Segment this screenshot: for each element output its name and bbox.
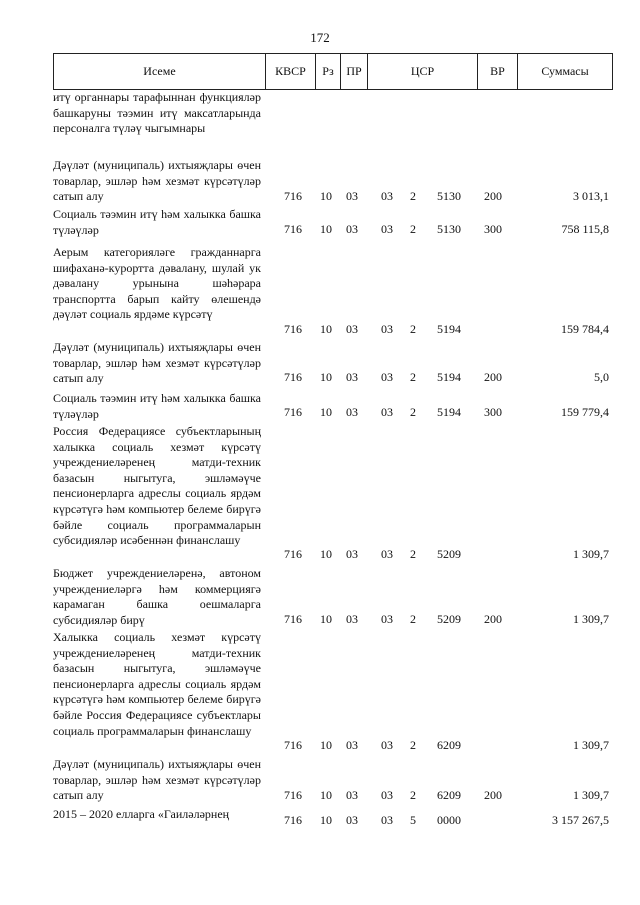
row-kvsr: 716 xyxy=(284,813,302,828)
row-sum: 5,0 xyxy=(594,370,609,385)
row-csr-part2: 5 xyxy=(410,813,416,828)
row-vr: 300 xyxy=(484,222,502,237)
row-kvsr: 716 xyxy=(284,738,302,753)
row-vr: 200 xyxy=(484,370,502,385)
row-csr-part2: 2 xyxy=(410,189,416,204)
row-csr-part2: 2 xyxy=(410,788,416,803)
table-row xyxy=(53,630,613,754)
row-csr-part3: 5194 xyxy=(437,405,461,420)
row-csr-part1: 03 xyxy=(381,189,393,204)
row-name: Аерым категорияләге гражданнарга шифаханә-курортта дәвалану, шулай ук дәвалану урынына шәһәрара транспортта барып кайту өлешендә дәүләт социаль ярдәме күрсәтү xyxy=(53,245,261,322)
row-name: 2015 – 2020 елларга «Гаиләләрнең xyxy=(53,807,230,821)
row-name: Дәүләт (муниципаль) ихтыяҗлары өчен товарлар, эшләр һәм хезмәт күрсәтүләр сатып алу xyxy=(53,158,261,204)
row-csr-part3: 5209 xyxy=(437,612,461,627)
row-csr-part3: 5194 xyxy=(437,370,461,385)
row-csr-part3: 5130 xyxy=(437,222,461,237)
page-number: 172 xyxy=(310,30,330,45)
row-pr: 03 xyxy=(346,405,358,420)
row-csr-part3: 6209 xyxy=(437,788,461,803)
row-kvsr: 716 xyxy=(284,788,302,803)
row-csr-part1: 03 xyxy=(381,547,393,562)
row-csr-part1: 03 xyxy=(381,738,393,753)
row-csr-part1: 03 xyxy=(381,813,393,828)
row-name: Дәүләт (муниципаль) ихтыяҗлары өчен товарлар, эшләр һәм хезмәт күрсәтүләр сатып алу xyxy=(53,340,261,386)
row-vr: 200 xyxy=(484,189,502,204)
row-sum: 1 309,7 xyxy=(573,738,609,753)
row-kvsr: 716 xyxy=(284,405,302,420)
row-rz: 10 xyxy=(320,222,332,237)
table-row xyxy=(53,207,613,238)
row-rz: 10 xyxy=(320,738,332,753)
table-row xyxy=(53,757,613,804)
col-header-kvsr: КВСР xyxy=(265,54,315,89)
row-pr: 03 xyxy=(346,612,358,627)
row-kvsr: 716 xyxy=(284,547,302,562)
row-csr-part2: 2 xyxy=(410,612,416,627)
table-row xyxy=(53,245,613,338)
row-rz: 10 xyxy=(320,547,332,562)
row-pr: 03 xyxy=(346,370,358,385)
row-csr-part1: 03 xyxy=(381,222,393,237)
row-pr: 03 xyxy=(346,738,358,753)
row-vr: 200 xyxy=(484,788,502,803)
col-header-rz: Рз xyxy=(315,54,340,89)
row-csr-part3: 5130 xyxy=(437,189,461,204)
row-csr-part3: 6209 xyxy=(437,738,461,753)
row-csr-part1: 03 xyxy=(381,788,393,803)
row-kvsr: 716 xyxy=(284,370,302,385)
row-csr-part2: 2 xyxy=(410,547,416,562)
row-rz: 10 xyxy=(320,813,332,828)
row-vr: 200 xyxy=(484,612,502,627)
table-row xyxy=(53,807,613,829)
col-header-csr: ЦСР xyxy=(367,54,477,89)
row-csr-part1: 03 xyxy=(381,370,393,385)
table-row xyxy=(53,158,613,205)
row-sum: 3 013,1 xyxy=(573,189,609,204)
row-rz: 10 xyxy=(320,788,332,803)
table-row xyxy=(53,391,613,421)
row-csr-part2: 2 xyxy=(410,222,416,237)
table-row xyxy=(53,90,613,152)
row-name: итү органнары тарафыннан функцияләр башкаруны тәэмин итү максатларында персоналга түләү чыгымнары xyxy=(53,90,261,136)
row-sum: 3 157 267,5 xyxy=(552,813,609,828)
col-header-sum: Суммасы xyxy=(517,54,612,89)
row-rz: 10 xyxy=(320,370,332,385)
row-kvsr: 716 xyxy=(284,612,302,627)
row-pr: 03 xyxy=(346,788,358,803)
row-kvsr: 716 xyxy=(284,322,302,337)
row-rz: 10 xyxy=(320,322,332,337)
col-header-vr: ВР xyxy=(477,54,517,89)
row-sum: 1 309,7 xyxy=(573,612,609,627)
row-csr-part3: 5209 xyxy=(437,547,461,562)
table-row xyxy=(53,340,613,386)
row-rz: 10 xyxy=(320,612,332,627)
row-pr: 03 xyxy=(346,222,358,237)
table-row xyxy=(53,424,613,563)
row-sum: 758 115,8 xyxy=(561,222,609,237)
row-name: Социаль тәэмин итү һәм халыкка башка түләүләр xyxy=(53,207,261,237)
row-name: Социаль тәэмин итү һәм халыкка башка түләүләр xyxy=(53,391,261,421)
row-sum: 159 784,4 xyxy=(561,322,609,337)
row-csr-part3: 5194 xyxy=(437,322,461,337)
row-csr-part1: 03 xyxy=(381,322,393,337)
table-row xyxy=(53,566,613,628)
row-sum: 1 309,7 xyxy=(573,788,609,803)
row-csr-part1: 03 xyxy=(381,405,393,420)
table-header xyxy=(53,53,613,90)
row-pr: 03 xyxy=(346,547,358,562)
row-kvsr: 716 xyxy=(284,222,302,237)
row-rz: 10 xyxy=(320,405,332,420)
col-header-name: Исеме xyxy=(143,64,176,78)
row-csr-part1: 03 xyxy=(381,612,393,627)
row-csr-part2: 2 xyxy=(410,322,416,337)
row-name: Халыкка социаль хезмәт күрсәтү учреждениеләренең матди-техник базасын ныгытуга, эшләмәүче пенсионерларга адреслы социаль ярдәм күрсәтүгә һәм компьютер белеме бирүгә бәйле Россия Федерациясе субъектлары социаль программаларын финанслашу xyxy=(53,630,261,738)
row-sum: 1 309,7 xyxy=(573,547,609,562)
row-name: Россия Федерациясе субъектларының халыкка социаль хезмәт күрсәтү учреждениеләренең матди-техник базасын ныгытуга, эшләмәүче пенсионерларга адреслы социаль ярдәм күрсәтүгә һәм компьютер белеме бирүгә бәйле социаль программаларын субсидияләр исәбеннән финанслашу xyxy=(53,424,261,548)
row-csr-part3: 0000 xyxy=(437,813,461,828)
row-pr: 03 xyxy=(346,189,358,204)
row-kvsr: 716 xyxy=(284,189,302,204)
row-name: Дәүләт (муниципаль) ихтыяҗлары өчен товарлар, эшләр һәм хезмәт күрсәтүләр сатып алу xyxy=(53,757,261,803)
row-name: Бюджет учреждениеләренә, автоном учреждениеләргә һәм коммерциягә карамаган башка оешмаларга субсидияләр бирү xyxy=(53,566,261,627)
row-rz: 10 xyxy=(320,189,332,204)
row-pr: 03 xyxy=(346,322,358,337)
row-csr-part2: 2 xyxy=(410,405,416,420)
row-sum: 159 779,4 xyxy=(561,405,609,420)
row-pr: 03 xyxy=(346,813,358,828)
row-csr-part2: 2 xyxy=(410,738,416,753)
row-vr: 300 xyxy=(484,405,502,420)
row-csr-part2: 2 xyxy=(410,370,416,385)
col-header-pr: ПР xyxy=(340,54,367,89)
